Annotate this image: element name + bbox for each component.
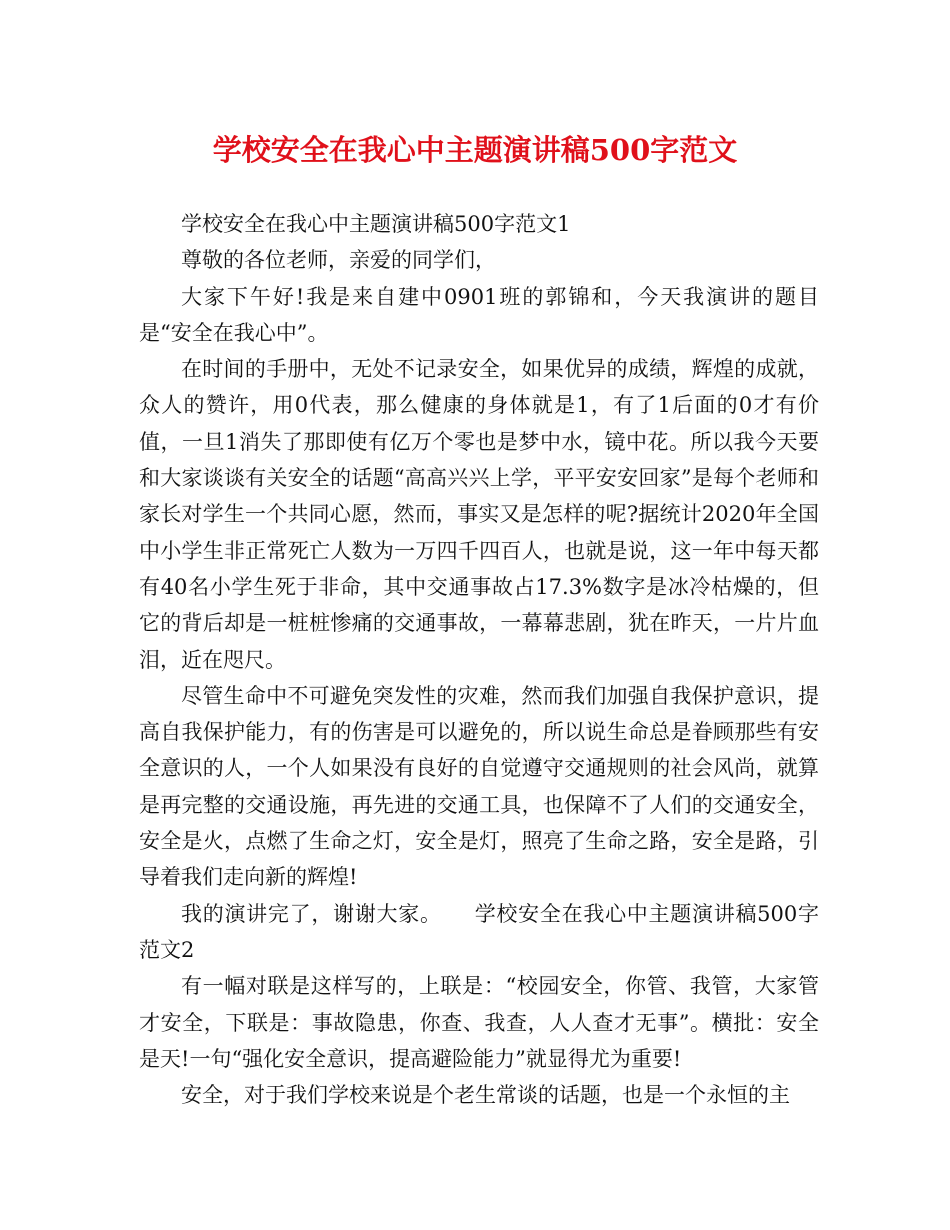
paragraph: 学校安全在我心中主题演讲稿500字范文1 bbox=[181, 212, 571, 236]
paragraph: 安全，对于我们学校来说是个老生常谈的话题，也是一个永恒的主 bbox=[181, 1083, 790, 1108]
paragraph: 尽管生命中不可避免突发性的灾难，然而我们加强自我保护意识，提高自我保护能力，有的伤害是可以避免的，所以说生命总是眷顾那些有安全意识的人，一个人如果没有良好的自觉遵守交通规则的社会风尚，就算是再完整的交通设施，再先进的交通工具，也保障不了人们的交通安全，安全是火，点燃了生命之灯，安全是灯，照亮了生命之路，安全是路，引导着我们走向新的辉煌! bbox=[139, 683, 819, 890]
paragraph: 我的演讲完了，谢谢大家。 学校安全在我心中主题演讲稿500字范文2 bbox=[139, 901, 819, 962]
paragraph: 有一幅对联是这样写的，上联是：“校园安全，你管、我管，大家管才安全，下联是：事故隐患，你查、我查，人人查才无事”。横批：安全是天!一句“强化安全意识，提高避险能力”就显得尤为重要! bbox=[139, 974, 819, 1071]
paragraph: 在时间的手册中，无处不记录安全，如果优异的成绩，辉煌的成就，众人的赞许，用0代表，那么健康的身体就是1，有了1后面的0才有价值，一旦1消失了那即使有亿万个零也是梦中水，镜中花。所以我今天要和大家谈谈有关安全的话题“高高兴兴上学，平平安安回家”是每个老师和家长对学生一个共同心愿，然而，事实又是怎样的呢?据统计2020年全国中小学生非正常死亡人数为一万四千四百人，也就是说，这一年中每天都有40名小学生死于非命，其中交通事故占17.3%数字是冰冷枯燥的，但它的背后却是一桩桩惨痛的交通事故，一幕幕悲剧，犹在昨天，一片片血泪，近在咫尺。 bbox=[139, 357, 819, 672]
paragraph: 尊敬的各位老师，亲爱的同学们， bbox=[181, 248, 496, 273]
document-title: 学校安全在我心中主题演讲稿500字范文 bbox=[212, 133, 738, 167]
document-body bbox=[139, 206, 819, 1113]
paragraph: 大家下午好!我是来自建中0901班的郭锦和，今天我演讲的题目是“安全在我心中”。 bbox=[139, 284, 819, 345]
